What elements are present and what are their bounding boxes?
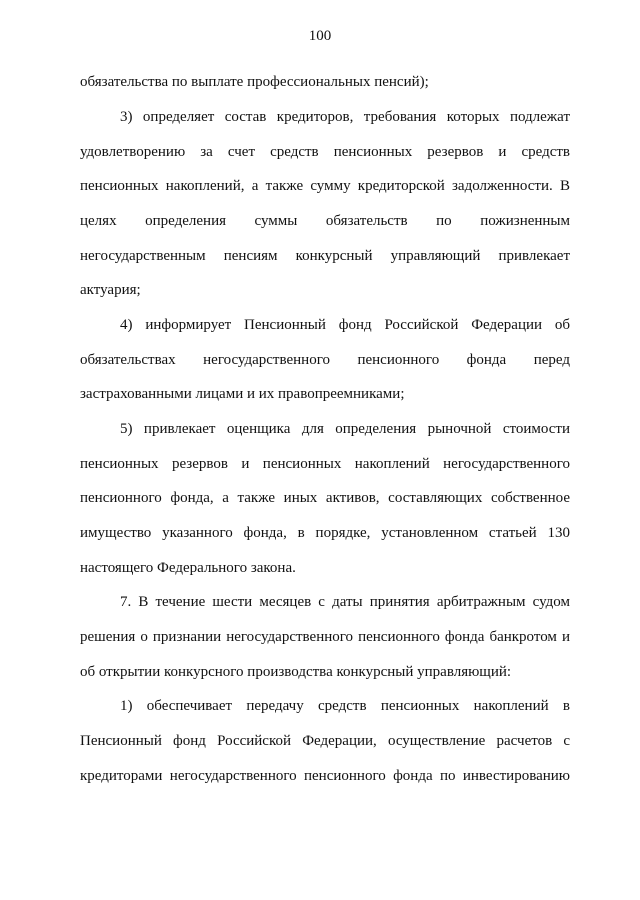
text-line-9: обязательствах негосударственного пенсионного фонда перед — [80, 352, 570, 368]
page-number: 100 — [308, 28, 332, 44]
text-line-10: застрахованными лицами и их правопреемниками; — [80, 386, 405, 402]
text-line-3: удовлетворению за счет средств пенсионных резервов и средств — [80, 144, 570, 160]
text-line-11: 5) привлекает оценщика для определения рыночной стоимости — [120, 421, 570, 437]
text-line-4: пенсионных накоплений, а также сумму кредиторской задолженности. В — [80, 178, 570, 194]
text-line-12: пенсионных резервов и пенсионных накоплений негосударственного — [80, 456, 570, 472]
text-line-13: пенсионного фонда, а также иных активов, составляющих собственное — [80, 490, 570, 506]
text-line-17: решения о признании негосударственного пенсионного фонда банкротом и — [80, 629, 570, 645]
text-line-19: 1) обеспечивает передачу средств пенсионных накоплений в — [120, 698, 570, 714]
text-line-18: об открытии конкурсного производства конкурсный управляющий: — [80, 664, 512, 680]
text-line-16: 7. В течение шести месяцев с даты принятия арбитражным судом — [120, 594, 570, 610]
text-line-14: имущество указанного фонда, в порядке, установленном статьей 130 — [80, 525, 570, 541]
text-line-7: актуария; — [80, 282, 141, 298]
text-line-8: 4) информирует Пенсионный фонд Российской Федерации об — [120, 317, 570, 333]
text-line-2: 3) определяет состав кредиторов, требования которых подлежат — [120, 109, 570, 125]
text-line-6: негосударственным пенсиям конкурсный управляющий привлекает — [80, 248, 570, 264]
text-line-21: кредиторами негосударственного пенсионного фонда по инвестированию — [80, 768, 570, 784]
text-line-15: настоящего Федерального закона. — [80, 560, 296, 576]
text-line-1: обязательства по выплате профессиональных пенсий); — [80, 74, 429, 90]
text-line-20: Пенсионный фонд Российской Федерации, осуществление расчетов с — [80, 733, 570, 749]
text-line-5: целях определения суммы обязательств по пожизненным — [80, 213, 570, 229]
